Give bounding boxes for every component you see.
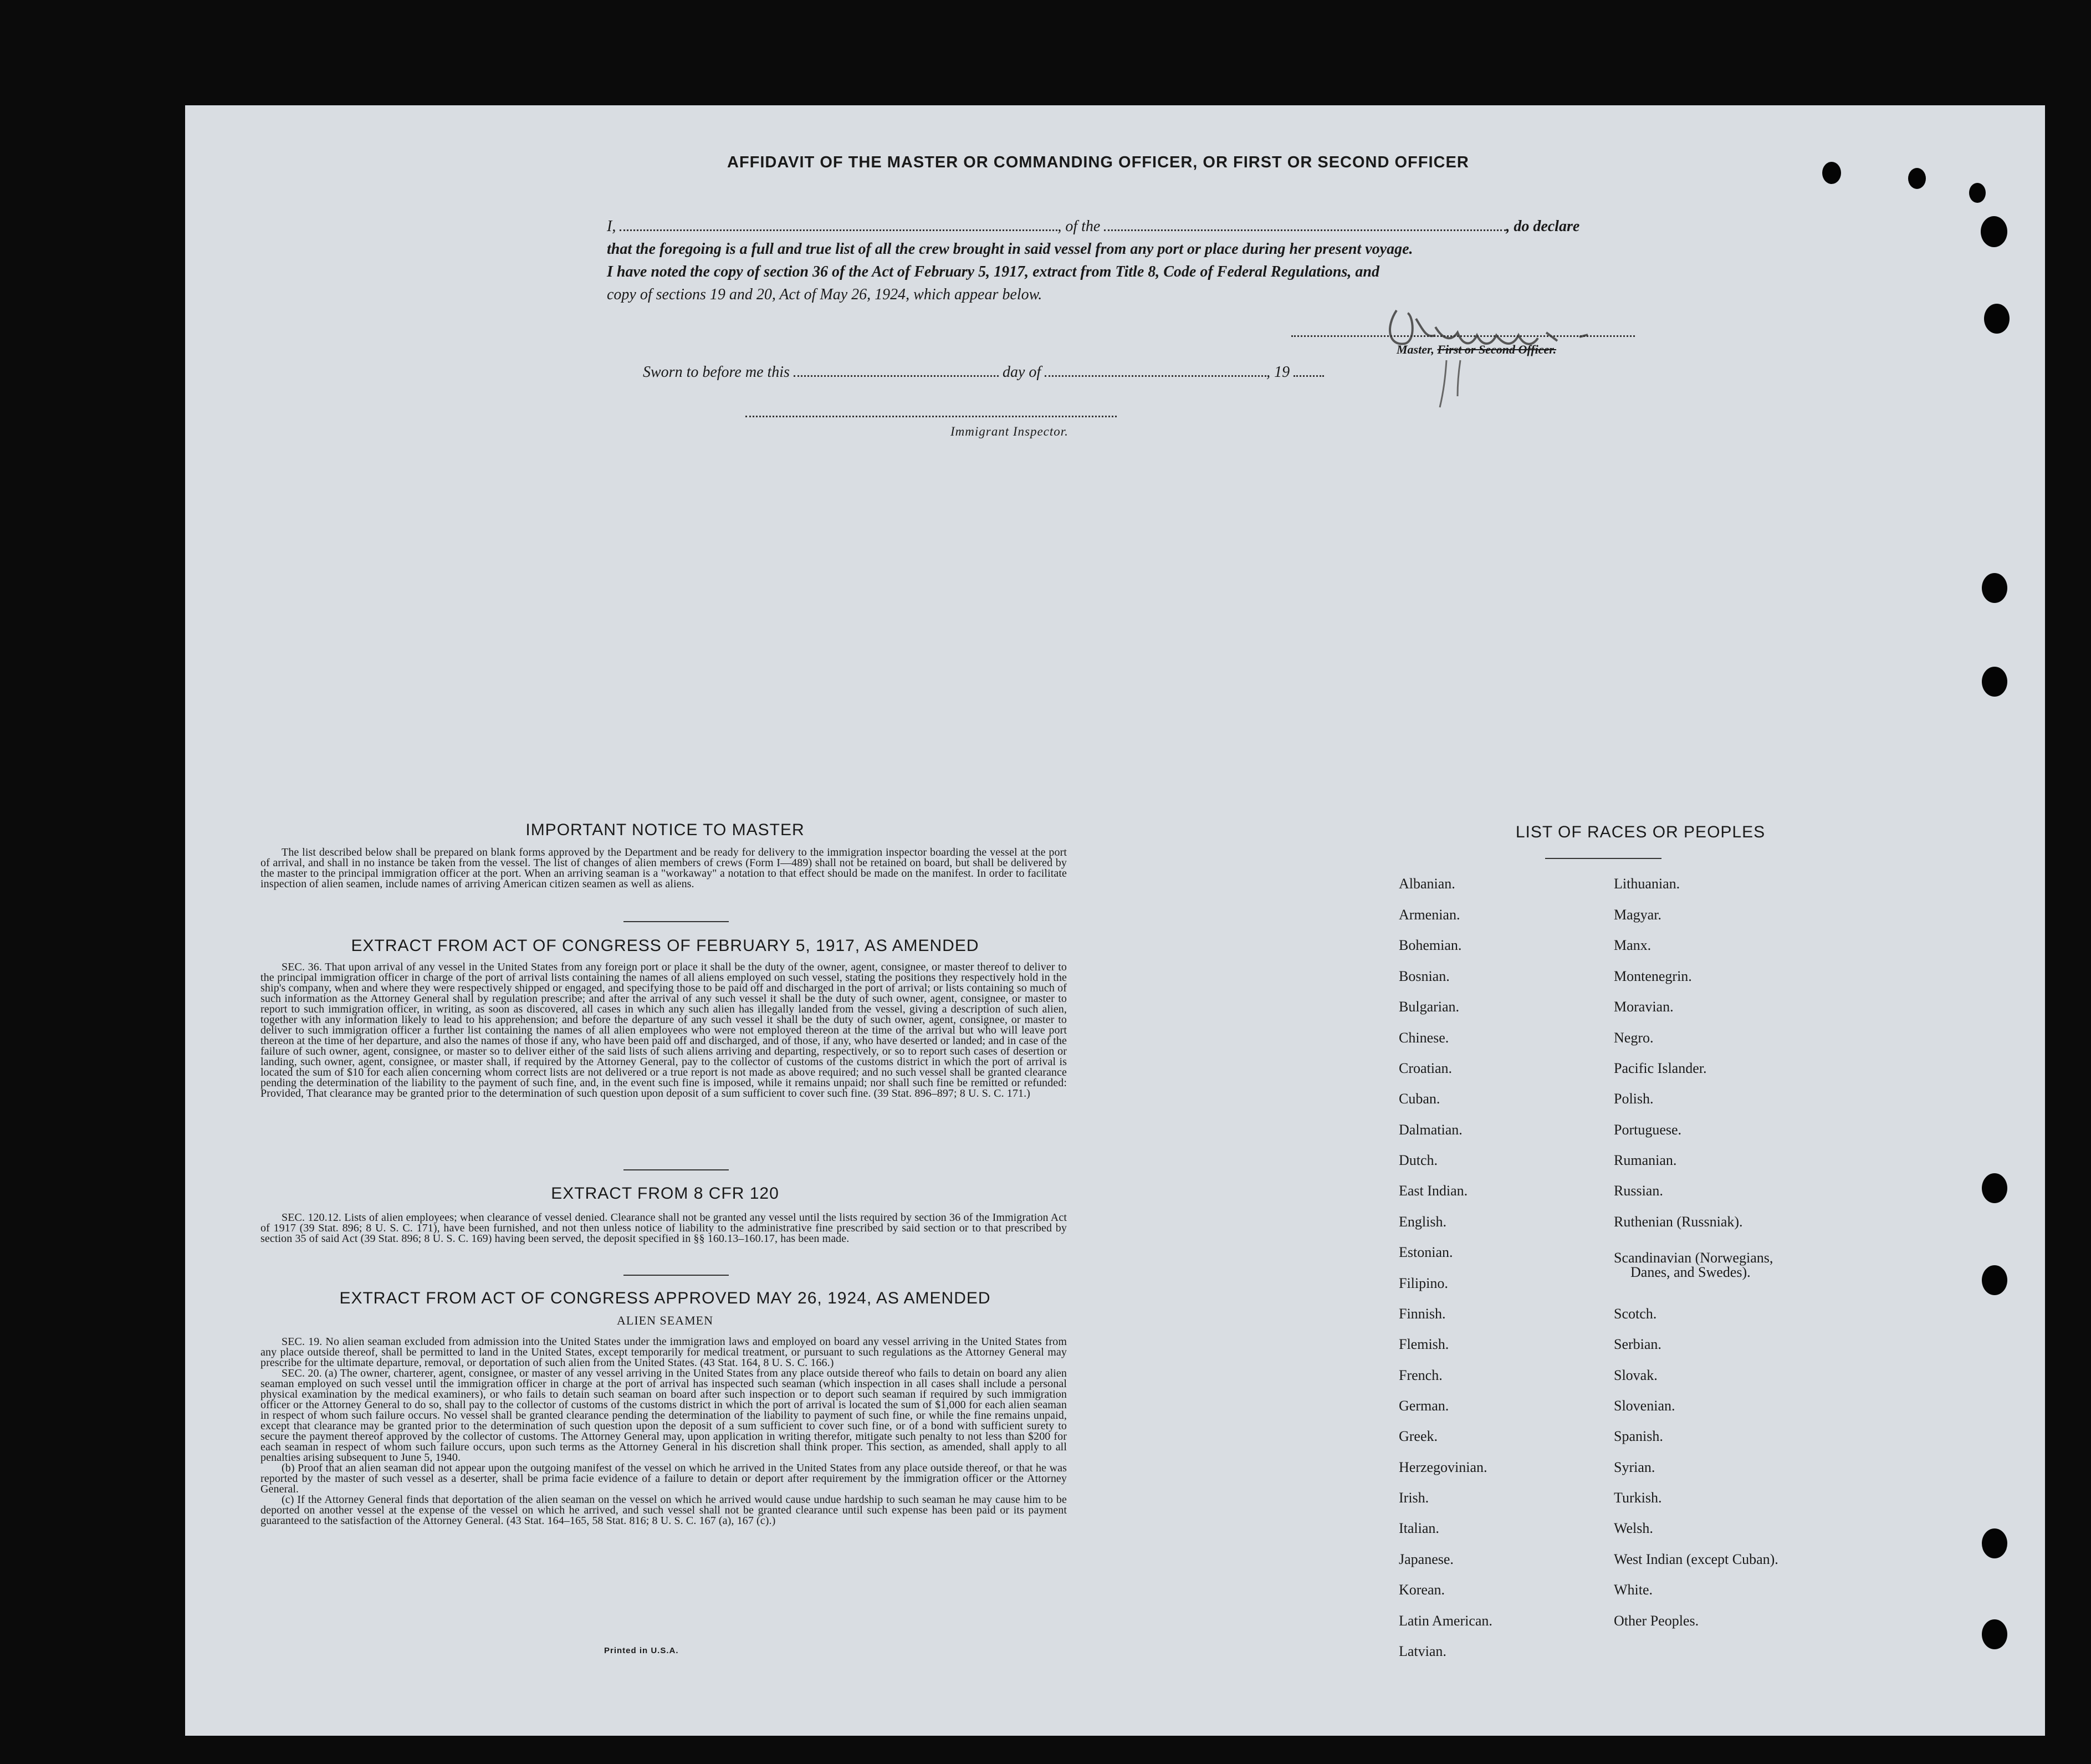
race-item: Bulgarian. bbox=[1399, 999, 1460, 1015]
race-item: Serbian. bbox=[1614, 1336, 1661, 1352]
race-item: Korean. bbox=[1399, 1582, 1445, 1598]
divider bbox=[1545, 858, 1661, 859]
race-item: Irish. bbox=[1399, 1490, 1429, 1506]
sworn-prefix: Sworn to before me this bbox=[643, 364, 790, 381]
notice-text: The list described below shall be prepared on blank forms approved by the Department and be ready for delivery to the immigration inspector boarding the vessel at the port of arrival, and shall in no instance be taken from the vessel. The list of changes of alien members of crews (Form I—489) shall not be retained on board, but shall be delivered by the master to the principal immigration officer at the port. When an arriving seaman is a "workaway" a notation to that effect should be made on the manifest. In order to facilitate inspection of alien seamen, include names of arriving American citizen seamen as well as aliens. bbox=[260, 846, 1067, 890]
race-item: Estonian. bbox=[1399, 1244, 1453, 1260]
punch-hole bbox=[1982, 667, 2007, 697]
race-item: Cuban. bbox=[1399, 1091, 1440, 1107]
punch-hole bbox=[1982, 573, 2007, 603]
extract-1924-title: EXTRACT FROM ACT OF CONGRESS APPROVED MAY 26, 1924, AS AMENDED bbox=[339, 1289, 991, 1307]
race-item: Herzegovinian. bbox=[1399, 1459, 1487, 1475]
inspector-label: Immigrant Inspector. bbox=[950, 425, 1068, 438]
race-item: Croatian. bbox=[1399, 1060, 1453, 1076]
race-item: Slovak. bbox=[1614, 1367, 1658, 1383]
declaration-i: I, bbox=[607, 218, 616, 235]
sworn-year: , 19 bbox=[1266, 364, 1290, 381]
section-19-text: SEC. 19. No alien seaman excluded from admission into the United States under the immigration laws and employed on board any vessel arriving in the United States from any place outside thereof, shall be permitted to land in the United States, except temporarily for medical treatment, or pursuant to such regulations as the Attorney General may prescribe for the ultimate departure, removal, or deportation of such alien from the United States. (43 Stat. 164, 8 U. S. C. 166.) bbox=[260, 1336, 1067, 1369]
notice-body bbox=[260, 847, 1067, 889]
punch-hole bbox=[1982, 1619, 2007, 1649]
race-item: Spanish. bbox=[1614, 1428, 1663, 1444]
declaration-line-2: that the foregoing is a full and true list of all the crew brought in said vessel from any port or place during her present voyage. bbox=[607, 241, 1413, 258]
sworn-day-label: day of bbox=[1002, 364, 1041, 381]
divider bbox=[623, 1275, 729, 1276]
signatory-title bbox=[1397, 342, 1556, 357]
inspector-signature-line[interactable] bbox=[745, 416, 1117, 417]
races-title: LIST OF RACES OR PEOPLES bbox=[1515, 823, 1766, 841]
extract-1924-body bbox=[260, 1337, 1067, 1526]
extract-1917-title: EXTRACT FROM ACT OF CONGRESS OF FEBRUARY 5, 1917, AS AMENDED bbox=[351, 937, 979, 955]
vessel-blank[interactable] bbox=[1104, 217, 1506, 231]
race-item: West Indian (except Cuban). bbox=[1614, 1551, 1778, 1567]
race-item: White. bbox=[1614, 1582, 1653, 1598]
sworn-year-blank[interactable] bbox=[1294, 363, 1324, 377]
race-item: Latvian. bbox=[1399, 1643, 1446, 1659]
name-blank[interactable] bbox=[620, 217, 1057, 231]
signature-line[interactable] bbox=[1291, 335, 1635, 337]
race-item: Portuguese. bbox=[1614, 1122, 1682, 1138]
race-item: Bohemian. bbox=[1399, 937, 1462, 953]
race-item: Other Peoples. bbox=[1614, 1613, 1699, 1629]
race-item: Scotch. bbox=[1614, 1306, 1657, 1322]
printed-in-usa: Printed in U.S.A. bbox=[604, 1646, 679, 1655]
sworn-day-blank[interactable] bbox=[794, 363, 999, 377]
race-item: Welsh. bbox=[1614, 1520, 1653, 1536]
race-item: Montenegrin. bbox=[1614, 968, 1692, 984]
race-item: Chinese. bbox=[1399, 1030, 1449, 1046]
race-item: Japanese. bbox=[1399, 1551, 1454, 1567]
extract-cfr-body bbox=[260, 1213, 1067, 1244]
extract-1917-body bbox=[260, 962, 1067, 1099]
race-item: Lithuanian. bbox=[1614, 876, 1680, 892]
affidavit-title: AFFIDAVIT OF THE MASTER OR COMMANDING OFFICER, OR FIRST OR SECOND OFFICER bbox=[727, 154, 1469, 171]
race-item: German. bbox=[1399, 1398, 1449, 1414]
sworn-line bbox=[643, 363, 1324, 381]
section-36-text: SEC. 36. That upon arrival of any vessel in the United States from any foreign port or place it shall be the duty of the owner, agent, consignee, or master thereof to deliver to the principal immigration officer in charge of the port of arrival lists containing the names of all aliens employed on such vessel, stating the positions they respectively hold in the ship's company, when and where they were respectively shipped or engaged, and specifying those to be paid off and discharged in the port of arrival; or lists containing so much of such information as the Attorney General shall by regulation prescribe; and after the arrival of any such vessel it shall be the duty of such owner, agent, consignee, or master to report to such immigration officer, in writing, as soon as discovered, all cases in which any such alien has illegally landed from the vessel, giving a description of such alien, together with any information likely to lead to his apprehension; and before the departure of any such vessel it shall be the duty of such owner, agent, consignee, or master to deliver to such immigration officer a further list containing the names of all alien employees who were not employed thereon at the time of the arrival but who will leave port thereon at the time of her departure, and also the names of those if any, who have been paid off and discharged, and of those, if any, who have deserted or landed; and in case of the failure of such owner, agent, consignee, or master so to deliver either of the said lists of such aliens arriving and departing, respectively, or so to report such cases of desertion or landing, such owner, agent, consignee, or master shall, if required by the Attorney General, pay to the collector of customs of the customs district in which the port of arrival is located the sum of $10 for each alien concerning whom correct lists are not delivered or a true report is not made as above required; and no such vessel shall be granted clearance pending the determination of the liability to the payment of such fine, and, in the event such fine is imposed, while it remains unpaid; nor shall such fine be remitted or refunded: Provided, That clearance may be granted prior to the determination of such question upon deposit of a sum sufficient to cover such fine. (39 Stat. 896–897; 8 U. S. C. 171.) bbox=[260, 961, 1067, 1100]
race-item: Moravian. bbox=[1614, 999, 1674, 1015]
race-item: Greek. bbox=[1399, 1428, 1438, 1444]
sworn-month-blank[interactable] bbox=[1045, 363, 1266, 377]
declaration-do-declare: , do declare bbox=[1506, 218, 1580, 235]
race-item: Dalmatian. bbox=[1399, 1122, 1463, 1138]
race-item: Polish. bbox=[1614, 1091, 1654, 1107]
punch-hole bbox=[1969, 183, 1986, 203]
race-item: Bosnian. bbox=[1399, 968, 1450, 984]
section-20c-text: (c) If the Attorney General finds that deportation of the alien seaman on the vessel on which he arrived would cause undue hardship to such seaman he may cause him to be deported on another vessel at the expense of the vessel on which he arrived, and such vessel shall not be granted clearance until such expense has been paid or its payment guaranteed to the satisfaction of the Attorney General. (43 Stat. 164–165, 58 Stat. 816; 8 U. S. C. 167 (a), 167 (c).) bbox=[260, 1494, 1067, 1527]
punch-hole bbox=[1908, 168, 1926, 189]
race-item: Russian. bbox=[1614, 1183, 1663, 1199]
race-item: French. bbox=[1399, 1367, 1443, 1383]
signatory-struck-officer: First or Second Officer. bbox=[1437, 342, 1557, 356]
section-20b-text: (b) Proof that an alien seaman did not appear upon the outgoing manifest of the vessel on which he arrived in the United States from any place outside thereof, or that he was reported by the master of such vessel as a deserter, shall be prima facie evidence of a failure to detain or deport after requirement by the immigration officer or the Attorney General. bbox=[260, 1462, 1067, 1495]
race-item: Pacific Islander. bbox=[1614, 1060, 1707, 1076]
punch-hole bbox=[1981, 216, 2007, 247]
divider bbox=[623, 921, 729, 922]
punch-hole bbox=[1984, 304, 2010, 334]
race-item: Danes, and Swedes). bbox=[1630, 1264, 1751, 1280]
race-item: Albanian. bbox=[1399, 876, 1455, 892]
declaration-of-the: , of the bbox=[1057, 218, 1101, 235]
race-item: Dutch. bbox=[1399, 1152, 1438, 1168]
signatory-master: Master, bbox=[1397, 342, 1434, 356]
race-item: Turkish. bbox=[1614, 1490, 1662, 1506]
race-item: Filipino. bbox=[1399, 1275, 1448, 1291]
alien-seamen-subtitle: ALIEN SEAMEN bbox=[617, 1313, 713, 1327]
declaration-line-3: I have noted the copy of section 36 of the Act of February 5, 1917, extract from Title 8, Code of Federal Regulations, and bbox=[607, 263, 1379, 280]
race-item: Syrian. bbox=[1614, 1459, 1655, 1475]
punch-hole bbox=[1982, 1265, 2007, 1295]
race-item: Italian. bbox=[1399, 1520, 1439, 1536]
race-item: Scandinavian (Norwegians, bbox=[1614, 1250, 1773, 1266]
divider bbox=[623, 1169, 729, 1170]
race-item: Finnish. bbox=[1399, 1306, 1446, 1322]
section-120-12-text: SEC. 120.12. Lists of alien employees; when clearance of vessel denied. Clearance shall not be granted any vessel until the lists required by section 36 of the Immigration Act of 1917 (39 Stat. 896; 8 U. S. C. 171), have been furnished, and not then unless notice of liability to the administrative fine prescribed by said section or to that prescribed by section 35 of said Act (39 Stat. 896; 8 U. S. C. 169) having been served, the deposit specified in §§ 160.13–160.17, has been made. bbox=[260, 1211, 1067, 1245]
race-item: Magyar. bbox=[1614, 907, 1661, 923]
punch-hole bbox=[1982, 1528, 2007, 1558]
declaration-block bbox=[607, 215, 1631, 306]
race-item: Manx. bbox=[1614, 937, 1652, 953]
race-item: Rumanian. bbox=[1614, 1152, 1677, 1168]
race-item: Latin American. bbox=[1399, 1613, 1492, 1629]
race-item: English. bbox=[1399, 1214, 1446, 1230]
section-20a-text: SEC. 20. (a) The owner, charterer, agent, consignee, or master of any vessel arriving in the United States from any place outside thereof who fails to detain on board any alien seaman employed on such vessel until the immigration officer in charge at the port of arrival has inspected such seaman (which inspection in all cases shall include a personal physical examination by the medical examiners), or who fails to detain such seaman on board after such inspection or to deport such seaman if required by such immigration officer or the Attorney General to do so, shall pay to the collector of customs of the customs district in which the port of arrival is located the sum of $1,000 for each alien seaman in respect of whom such failure occurs. No vessel shall be granted clearance pending the determination of the liability to payment of such fine, or while the fine remains unpaid, except that clearance may be granted prior to the determination of such question upon the deposit of a sum sufficient to cover such fine, or of a bond with sufficient surety to secure the payment thereof approved by the collector of customs. The Attorney General may, upon application in writing therefor, mitigate such penalty to not less than $200 for each seaman in respect of whom such failure occurs, upon such terms as the Attorney General in his discretion shall think proper. This section, as amended, shall apply to all penalties arising subsequent to June 5, 1940. bbox=[260, 1367, 1067, 1464]
race-item: Flemish. bbox=[1399, 1336, 1449, 1352]
extract-cfr-title: EXTRACT FROM 8 CFR 120 bbox=[551, 1184, 779, 1203]
punch-hole bbox=[1982, 1173, 2007, 1203]
race-item: East Indian. bbox=[1399, 1183, 1468, 1199]
race-item: Ruthenian (Russniak). bbox=[1614, 1214, 1743, 1230]
race-item: Negro. bbox=[1614, 1030, 1654, 1046]
race-item: Armenian. bbox=[1399, 907, 1460, 923]
punch-hole bbox=[1822, 162, 1841, 184]
race-item: Slovenian. bbox=[1614, 1398, 1675, 1414]
declaration-line-4: copy of sections 19 and 20, Act of May 26, 1924, which appear below. bbox=[607, 286, 1042, 303]
notice-title: IMPORTANT NOTICE TO MASTER bbox=[525, 821, 805, 839]
